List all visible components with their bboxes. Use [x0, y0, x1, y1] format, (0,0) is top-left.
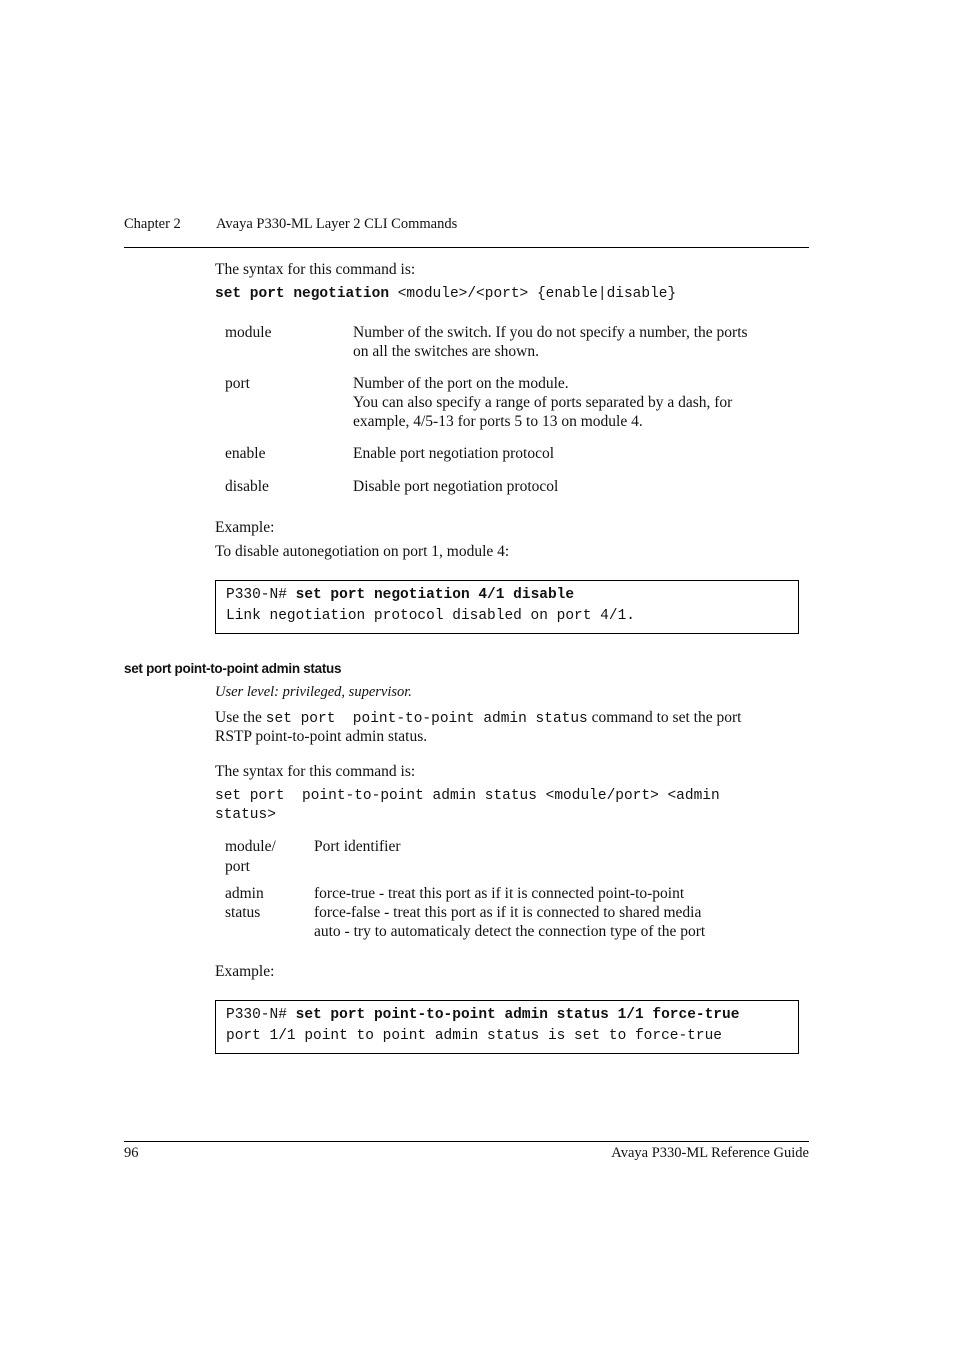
- code-example-box: [215, 580, 799, 634]
- syntax-line: [215, 286, 676, 302]
- syntax-line: set port point-to-point admin status <module/port> <admin: [215, 788, 720, 804]
- cli-prompt: P330-N#: [226, 1007, 287, 1023]
- param-desc: auto - try to automaticaly detect the connection type of the port: [314, 923, 706, 940]
- usage-line: [215, 709, 741, 727]
- syntax-command: set port negotiation: [215, 286, 390, 302]
- param-desc: Enable port negotiation protocol: [353, 445, 555, 462]
- syntax-arguments: <module>/<port> {enable|disable}: [397, 286, 677, 302]
- footer-title: Avaya P330-ML Reference Guide: [611, 1145, 809, 1161]
- param-desc: example, 4/5-13 for ports 5 to 13 on module 4.: [353, 413, 643, 430]
- example-label: Example:: [215, 963, 275, 980]
- param-name: module: [225, 324, 272, 341]
- chapter-title: Avaya P330-ML Layer 2 CLI Commands: [216, 216, 458, 232]
- usage-command: set port point-to-point admin status: [265, 711, 588, 727]
- usage-text: Use the: [215, 709, 262, 726]
- param-desc: force-false - treat this port as if it is connected to shared media: [314, 904, 702, 921]
- syntax-line: status>: [215, 807, 276, 823]
- cli-output: port 1/1 point to point admin status is set to force-true: [226, 1028, 722, 1044]
- chapter-label: Chapter 2: [124, 216, 181, 232]
- param-name: port: [225, 375, 250, 392]
- param-desc: Port identifier: [314, 838, 401, 855]
- param-desc: force-true - treat this port as if it is connected point-to-point: [314, 885, 685, 902]
- syntax-intro: The syntax for this command is:: [215, 261, 416, 278]
- user-level: User level: privileged, supervisor.: [215, 684, 412, 700]
- cli-output: Link negotiation protocol disabled on port 4/1.: [226, 608, 635, 624]
- header-rule: [124, 247, 809, 248]
- example-description: To disable autonegotiation on port 1, module 4:: [215, 543, 510, 560]
- cli-command: set port negotiation 4/1 disable: [295, 587, 575, 603]
- cli-command: set port point-to-point admin status 1/1 force-true: [295, 1007, 740, 1023]
- footer-rule: [124, 1141, 809, 1142]
- usage-text: command to set the port: [591, 709, 742, 726]
- param-desc: Number of the switch. If you do not specify a number, the ports: [353, 324, 748, 341]
- syntax-intro: The syntax for this command is:: [215, 763, 416, 780]
- param-name: enable: [225, 445, 266, 462]
- code-line: [226, 1007, 739, 1023]
- section-heading: set port point-to-point admin status: [124, 661, 342, 676]
- param-name: disable: [225, 478, 269, 495]
- param-name: port: [225, 858, 250, 875]
- cli-prompt: P330-N#: [226, 587, 287, 603]
- code-example-box: [215, 1000, 799, 1054]
- param-desc: on all the switches are shown.: [353, 343, 539, 360]
- code-line: [226, 587, 574, 603]
- param-desc: Number of the port on the module.: [353, 375, 569, 392]
- param-name: admin: [225, 885, 264, 902]
- param-name: status: [225, 904, 261, 921]
- page-number: 96: [124, 1145, 139, 1161]
- param-desc: Disable port negotiation protocol: [353, 478, 559, 495]
- example-label: Example:: [215, 519, 275, 536]
- usage-line-2: RSTP point-to-point admin status.: [215, 728, 428, 745]
- param-name: module/: [225, 838, 276, 855]
- param-desc: You can also specify a range of ports separated by a dash, for: [353, 394, 733, 411]
